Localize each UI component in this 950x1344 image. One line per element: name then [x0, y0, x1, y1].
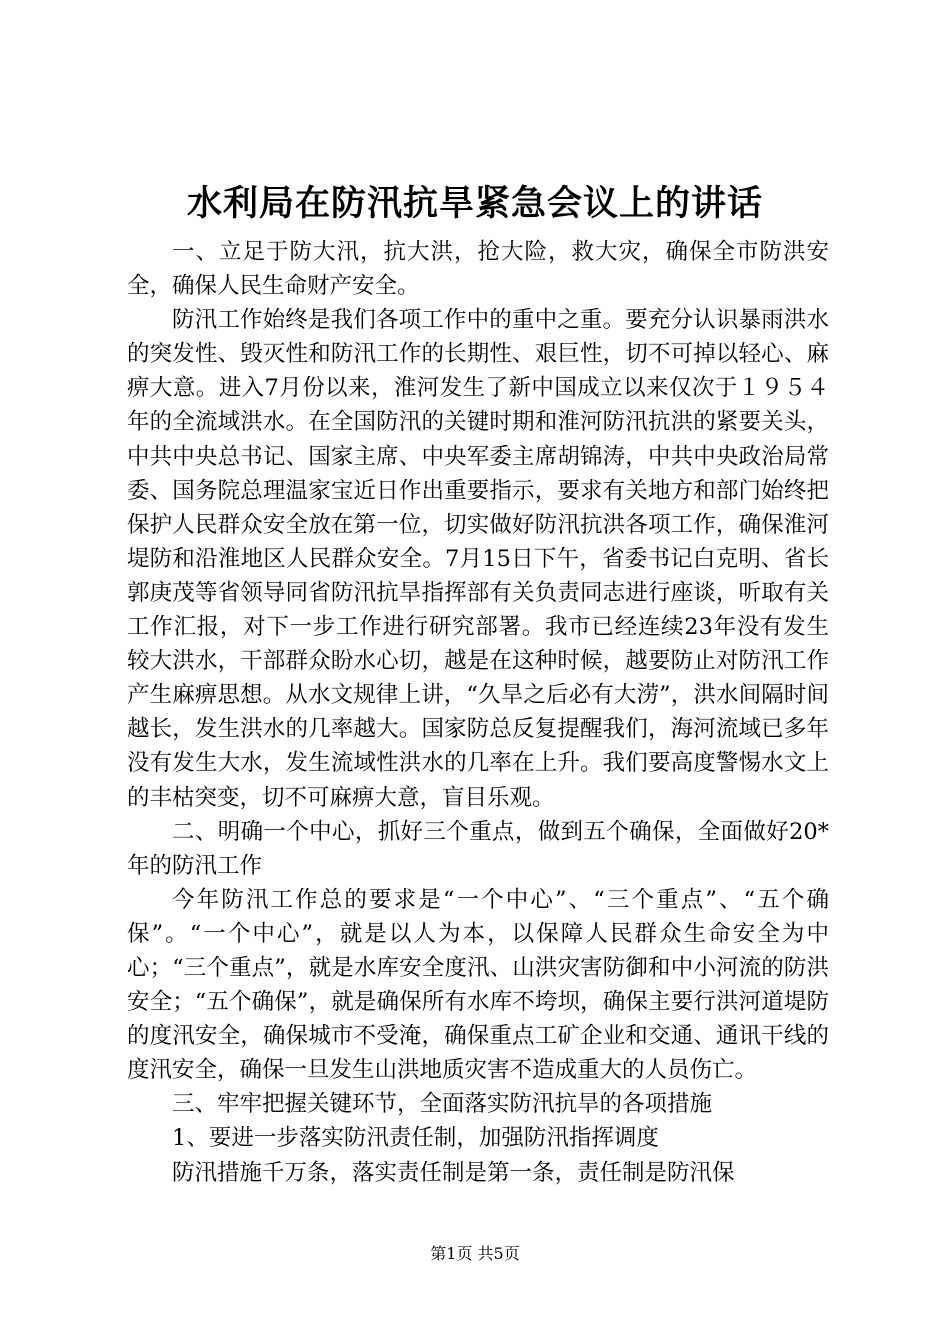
paragraph-section-3-heading: 三、牢牢把握关键环节，全面落实防汛抗旱的各项措施 [172, 1091, 713, 1118]
paragraph-section-1-heading: 一、立足于防大汛，抗大洪，抢大险，救大灾，确保全市防洪安全，确保人民生命财产安全。 [127, 239, 829, 300]
paragraph-flood-importance: 防汛工作始终是我们各项工作中的重中之重。要充分认识暴雨洪水的突发性、毁灭性和防汛工作的长期性、艰巨性，切不可掉以轻心、麻痹大意。进入7月份以来，淮河发生了新中国成立以来仅次于１９５４年的全流域洪水。在全国防汛的关键时期和淮河防汛抗洪的紧要关头，中共中央总书记、国家主席、中央军委主席胡锦涛，中共中央政治局常委、国务院总理温家宝近日作出重要指示，要求有关地方和部门始终把保护人民群众安全放在第一位，切实做好防汛抗洪各项工作，确保淮河堤防和沿淮地区人民群众安全。7月15日下午，省委书记白克明、省长郭庚茂等省领导同省防汛抗旱指挥部有关负责同志进行座谈，听取有关工作汇报，对下一步工作进行研究部署。我市已经连续23年没有发生较大洪水，干部群众盼水心切，越是在这种时候，越要防止对防汛工作产生麻痹思想。从水文规律上讲，“久旱之后必有大涝”，洪水间隔时间越长，发生洪水的几率越大。国家防总反复提醒我们，海河流域已多年没有发生大水，发生流域性洪水的几率在上升。我们要高度警惕水文上的丰枯突变，切不可麻痹大意，盲目乐观。 [127, 307, 829, 811]
paragraph-work-requirements: 今年防汛工作总的要求是“一个中心”、“三个重点”、“五个确保”。“一个中心”，就是以人为本，以保障人民群众生命安全为中心；“三个重点”，就是水库安全度汛、山洪灾害防御和中小河流的防洪安全；“五个确保”，就是确保所有水库不垮坝，确保主要行洪河道堤防的度汛安全，确保城市不受淹，确保重点工矿企业和交通、通讯干线的度汛安全，确保一旦发生山洪地质灾害不造成重大的人员伤亡。 [127, 886, 829, 1084]
paragraph-responsibility: 防汛措施千万条，落实责任制是第一条，责任制是防汛保 [172, 1159, 735, 1186]
document-title: 水利局在防汛抗旱紧急会议上的讲话 [186, 183, 763, 224]
page-number-footer: 第1页 共5页 [430, 1244, 520, 1263]
paragraph-subsection-1-heading: 1、要进一步落实防汛责任制，加强防汛指挥调度 [172, 1125, 659, 1152]
document-body [127, 235, 829, 1190]
paragraph-section-2-heading: 二、明确一个中心，抓好三个重点，做到五个确保，全面做好20*年的防汛工作 [127, 818, 829, 879]
